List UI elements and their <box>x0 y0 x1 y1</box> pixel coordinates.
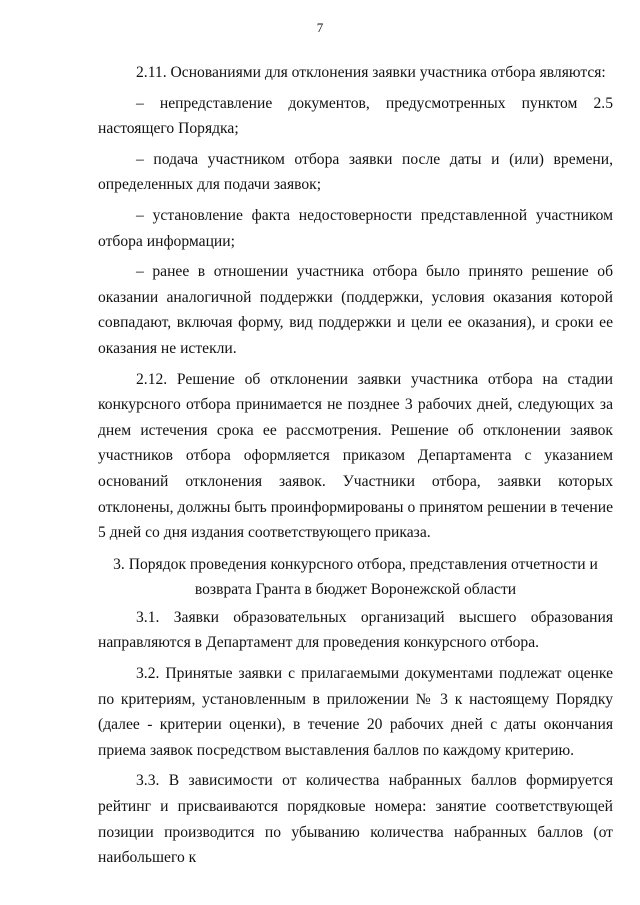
section-3-3-paragraph: 3.3. В зависимости от количества набранных баллов формируется рейтинг и присваиваются порядковые номера: занятие соответствующей позиции производится по убыванию количества набранных баллов (от наибольшего к <box>98 772 613 867</box>
reject-reason-item: – ранее в отношении участника отбора было принято решение об оказании аналогичной поддержки (поддержки, условия оказания которой совпадают, включая форму, вид поддержки и цели ее оказания), и сроки ее оказания не истекли. <box>98 263 613 357</box>
reject-reason-item: – непредставление документов, предусмотренных пунктом 2.5 настоящего Порядка; <box>98 94 613 138</box>
document-body <box>98 60 613 871</box>
section-3-heading-line1: 3. Порядок проведения конкурсного отбора, представления отчетности и <box>113 555 598 573</box>
page-number: 7 <box>316 20 324 35</box>
section-3-2-paragraph: 3.2. Принятые заявки с прилагаемыми документами подлежат оценке по критериям, установленным в приложении № 3 к настоящему Порядку (далее - критерии оценки), в течение 20 рабочих дней с даты окончания приема заявок посредством выставления баллов по каждому критерию. <box>98 665 613 759</box>
section-3-heading-line2: возврата Гранта в бюджет Воронежской области <box>194 581 517 599</box>
reject-reason-item: – подача участником отбора заявки после даты и (или) времени, определенных для подачи заявок; <box>98 150 613 194</box>
section-2-11-intro: 2.11. Основаниями для отклонения заявки участника отбора являются: <box>136 64 606 81</box>
section-3-1-paragraph: 3.1. Заявки образовательных организаций высшего образования направляются в Департамент для проведения конкурсного отбора. <box>98 608 613 652</box>
reject-reason-item: – установление факта недостоверности представленной участником отбора информации; <box>98 206 613 250</box>
section-2-12-paragraph: 2.12. Решение об отклонении заявки участника отбора на стадии конкурсного отбора принимается не позднее 3 рабочих дней, следующих за днем истечения срока ее рассмотрения. Решение об отклонении заявок участников отбора оформляется приказом Департамента с указанием оснований отклонения заявок. Участники отбора, заявки которых отклонены, должны быть проинформированы о принятом решении в течение 5 дней со дня издания соответствующего приказа. <box>98 370 613 542</box>
section-3-heading <box>98 552 613 603</box>
